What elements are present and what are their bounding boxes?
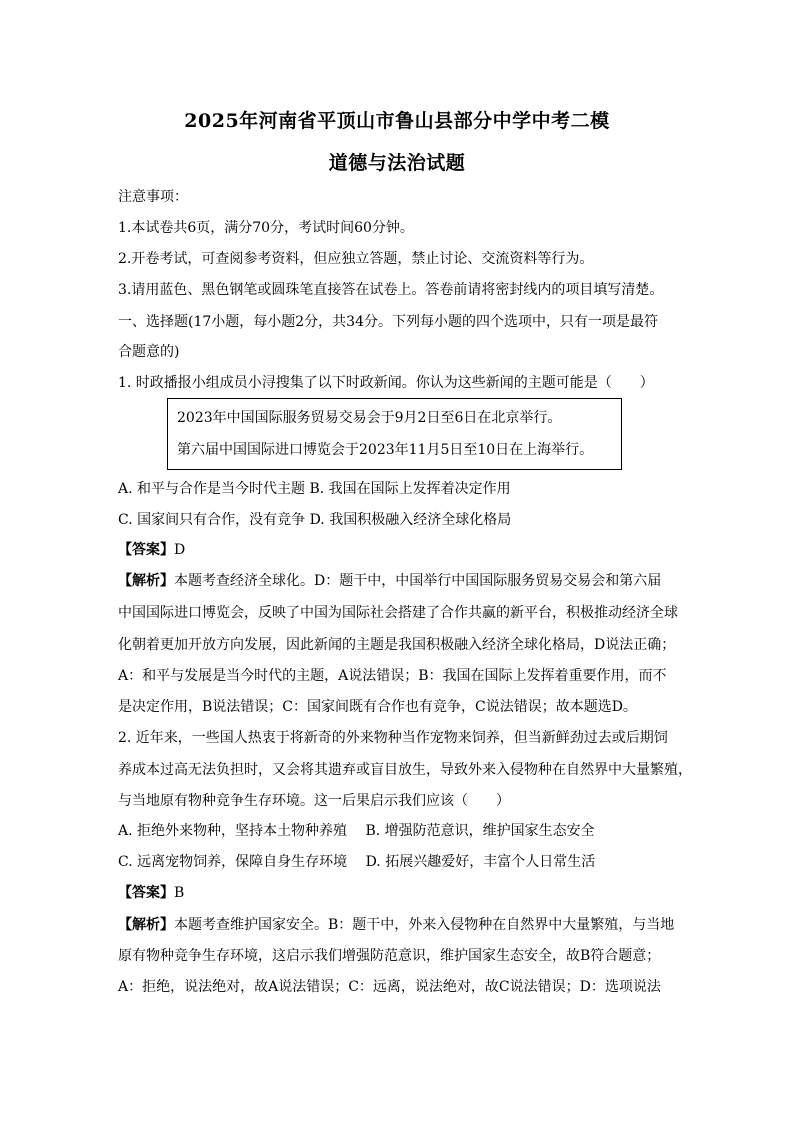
q1-stem: 1. 时政播报小组成员小浔搜集了以下时政新闻。你认为这些新闻的主题可能是（ ） — [118, 375, 654, 391]
q1-answer — [118, 541, 185, 559]
q1-analysis-line4: A：和平与发展是当今时代的主题，A说法错误；B：我国在国际上发挥着重要作用，而不 — [118, 668, 667, 684]
q1-news-box — [167, 398, 622, 470]
q1-answer-label: 【答案】 — [118, 542, 174, 558]
q1-news-line2: 第六届中国国际进口博览会于2023年11月5日至10日在上海举行。 — [177, 442, 594, 458]
q1-analysis-line2: 中国国际进口博览会，反映了中国为国际社会搭建了合作共赢的新平台，积极推动经济全球 — [118, 605, 678, 621]
notice-item-1: 1.本试卷共6页，满分70分，考试时间60分钟。 — [118, 220, 414, 236]
q1-options-ab — [118, 480, 511, 498]
q1-option-d: D. 我国积极融入经济全球化格局 — [309, 512, 512, 528]
q2-option-b: B. 增强防范意识，维护国家生态安全 — [365, 823, 595, 839]
q2-analysis-line1 — [118, 916, 674, 934]
q2-analysis-line3: A：拒绝，说法绝对，故A说法错误；C：远离，说法绝对，故C说法错误；D：选项说法 — [118, 979, 661, 995]
q1-options-cd — [118, 511, 511, 529]
q2-analysis-line2: 原有物种竞争生存环境，这启示我们增强防范意识，维护国家生态安全，故B符合题意； — [118, 948, 661, 964]
q1-analysis-line1 — [118, 572, 661, 590]
q1-option-a: A. 和平与合作是当今时代主题 — [118, 481, 306, 497]
q2-stem-line3: 与当地原有物种竞争生存环境。这一后果启示我们应该（ ） — [118, 793, 510, 809]
exam-title-line1: 2025年河南省平顶山市鲁山县部分中学中考二模 — [184, 110, 610, 132]
q2-answer-value: B — [174, 885, 185, 901]
q2-option-c: C. 远离宠物饲养，保障自身生存环境 — [118, 854, 348, 870]
exam-title-line2: 道德与法治试题 — [328, 152, 466, 174]
q2-analysis-text: 本题考查维护国家安全。B：题干中，外来入侵物种在自然界中大量繁殖，与当地 — [174, 917, 675, 933]
section-heading-line2: 合题意的) — [118, 344, 180, 360]
q1-option-c: C. 国家间只有合作，没有竞争 — [118, 512, 306, 528]
q1-option-b: B. 我国在国际上发挥着决定作用 — [309, 481, 511, 497]
q1-analysis-text: 本题考查经济全球化。D：题干中，中国举行中国国际服务贸易交易会和第六届 — [174, 573, 662, 589]
notice-item-3: 3.请用蓝色、黑色钢笔或圆珠笔直接答在试卷上。答卷前请将密封线内的项目填写清楚。 — [118, 282, 664, 298]
q2-answer — [118, 884, 184, 902]
q1-analysis-line3: 化朝着更加开放方向发展，因此新闻的主题是我国积极融入经济全球化格局，D说法正确； — [118, 637, 676, 653]
notice-item-2: 2.开卷考试，可查阅参考资料，但应独立答题，禁止讨论、交流资料等行为。 — [118, 251, 594, 267]
q2-answer-label: 【答案】 — [118, 885, 174, 901]
q2-stem-line2: 养成本过高无法负担时，又会将其遗弃或盲目放生，导致外来入侵物种在自然界中大量繁殖， — [118, 762, 692, 778]
q1-analysis-label: 【解析】 — [118, 573, 174, 589]
q2-option-a: A. 拒绝外来物种，坚持本土物种养殖 — [118, 823, 348, 839]
q2-options-ab — [118, 822, 595, 840]
q1-answer-value: D — [174, 542, 186, 558]
notice-heading: 注意事项： — [118, 189, 188, 205]
q1-news-line1: 2023年中国国际服务贸易交易会于9月2日至6日在北京举行。 — [177, 410, 562, 426]
q2-options-cd — [118, 853, 595, 871]
q1-analysis-line5: 是决定作用，B说法错误；C：国家间既有合作也有竞争，C说法错误；故本题选D。 — [118, 699, 637, 715]
q2-option-d: D. 拓展兴趣爱好，丰富个人日常生活 — [365, 854, 596, 870]
q2-stem-line1: 2. 近年来，一些国人热衷于将新奇的外来物种当作宠物来饲养，但当新鲜劲过去或后期饲 — [118, 730, 668, 746]
section-heading-line1: 一、选择题(17小题，每小题2分，共34分。下列每小题的四个选项中，只有一项是最符 — [118, 314, 658, 330]
q2-analysis-label: 【解析】 — [118, 917, 174, 933]
